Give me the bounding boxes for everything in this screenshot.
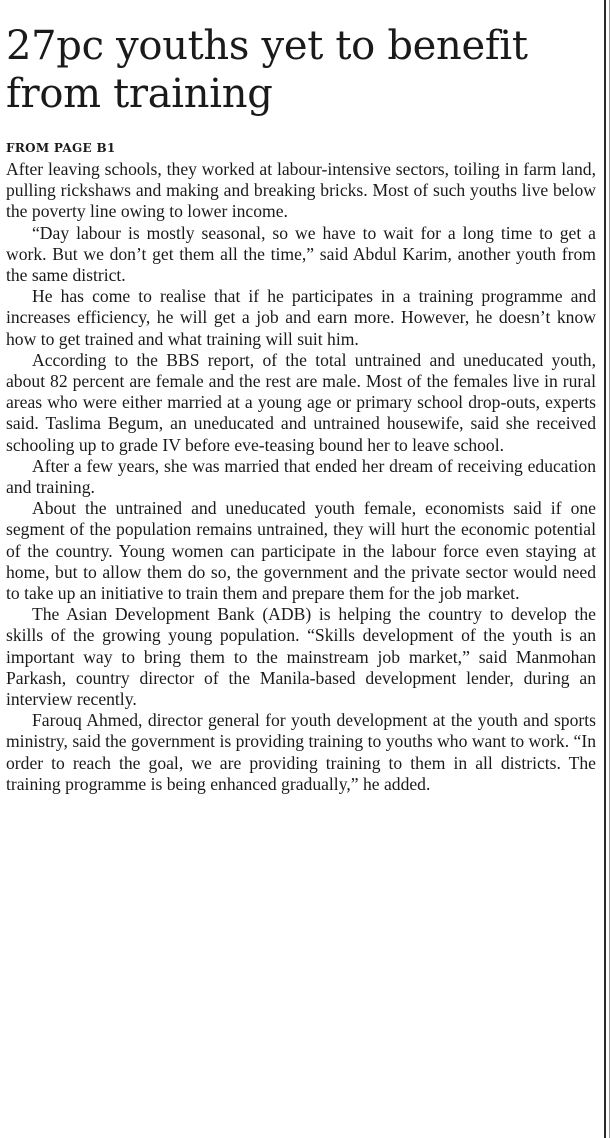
paragraph: After a few years, she was married that ended her dream of receiving education and training. (6, 455, 596, 498)
paragraph: About the untrained and uneducated youth female, economists said if one segment of the population remains untrained, they will hurt the economic potential of the country. Young women can participate in the labour force even staying at home, but to allow them do so, the government and the private sector would need to take up an initiative to train them and prepare them for the job market. (6, 498, 596, 604)
paragraph: According to the BBS report, of the total untrained and uneducated youth, about 82 percent are female and the rest are male. Most of the females live in rural areas who were either married at a young age or primary school drop-outs, experts said. Taslima Begum, an uneducated and untrained housewife, said she received schooling up to grade IV before eve-teasing bound her to leave school. (6, 349, 596, 455)
paragraph: He has come to realise that if he participates in a training programme and increases efficiency, he will get a job and earn more. However, he doesn’t know how to get trained and what training will suit him. (6, 286, 596, 349)
headline: 27pc youths yet to benefit from training (6, 23, 528, 117)
paragraph: The Asian Development Bank (ADB) is helping the country to develop the skills of the growing young population. “Skills development of the youth is an important way to bring them to the mainstream job market,” said Manmohan Parkash, country director of the Manila-based development lender, during an interview recently. (6, 604, 596, 710)
column-rule (604, 0, 606, 1138)
paragraph: Farouq Ahmed, director general for youth development at the youth and sports ministry, said the government is providing training to youths who want to work. “In order to reach the goal, we are providing training to them in all districts. The training programme is being enhanced gradually,” he added. (6, 710, 596, 794)
paragraph: After leaving schools, they worked at labour-intensive sectors, toiling in farm land, pulling rickshaws and making and breaking bricks. Most of such youths live below the poverty line owing to lower income. (6, 159, 596, 222)
paragraph: “Day labour is mostly seasonal, so we have to wait for a long time to get a work. But we don’t get them all the time,” said Abdul Karim, another youth from the same district. (6, 222, 596, 286)
continuation-label: FROM PAGE B1 (6, 141, 116, 155)
article-body (6, 159, 596, 795)
